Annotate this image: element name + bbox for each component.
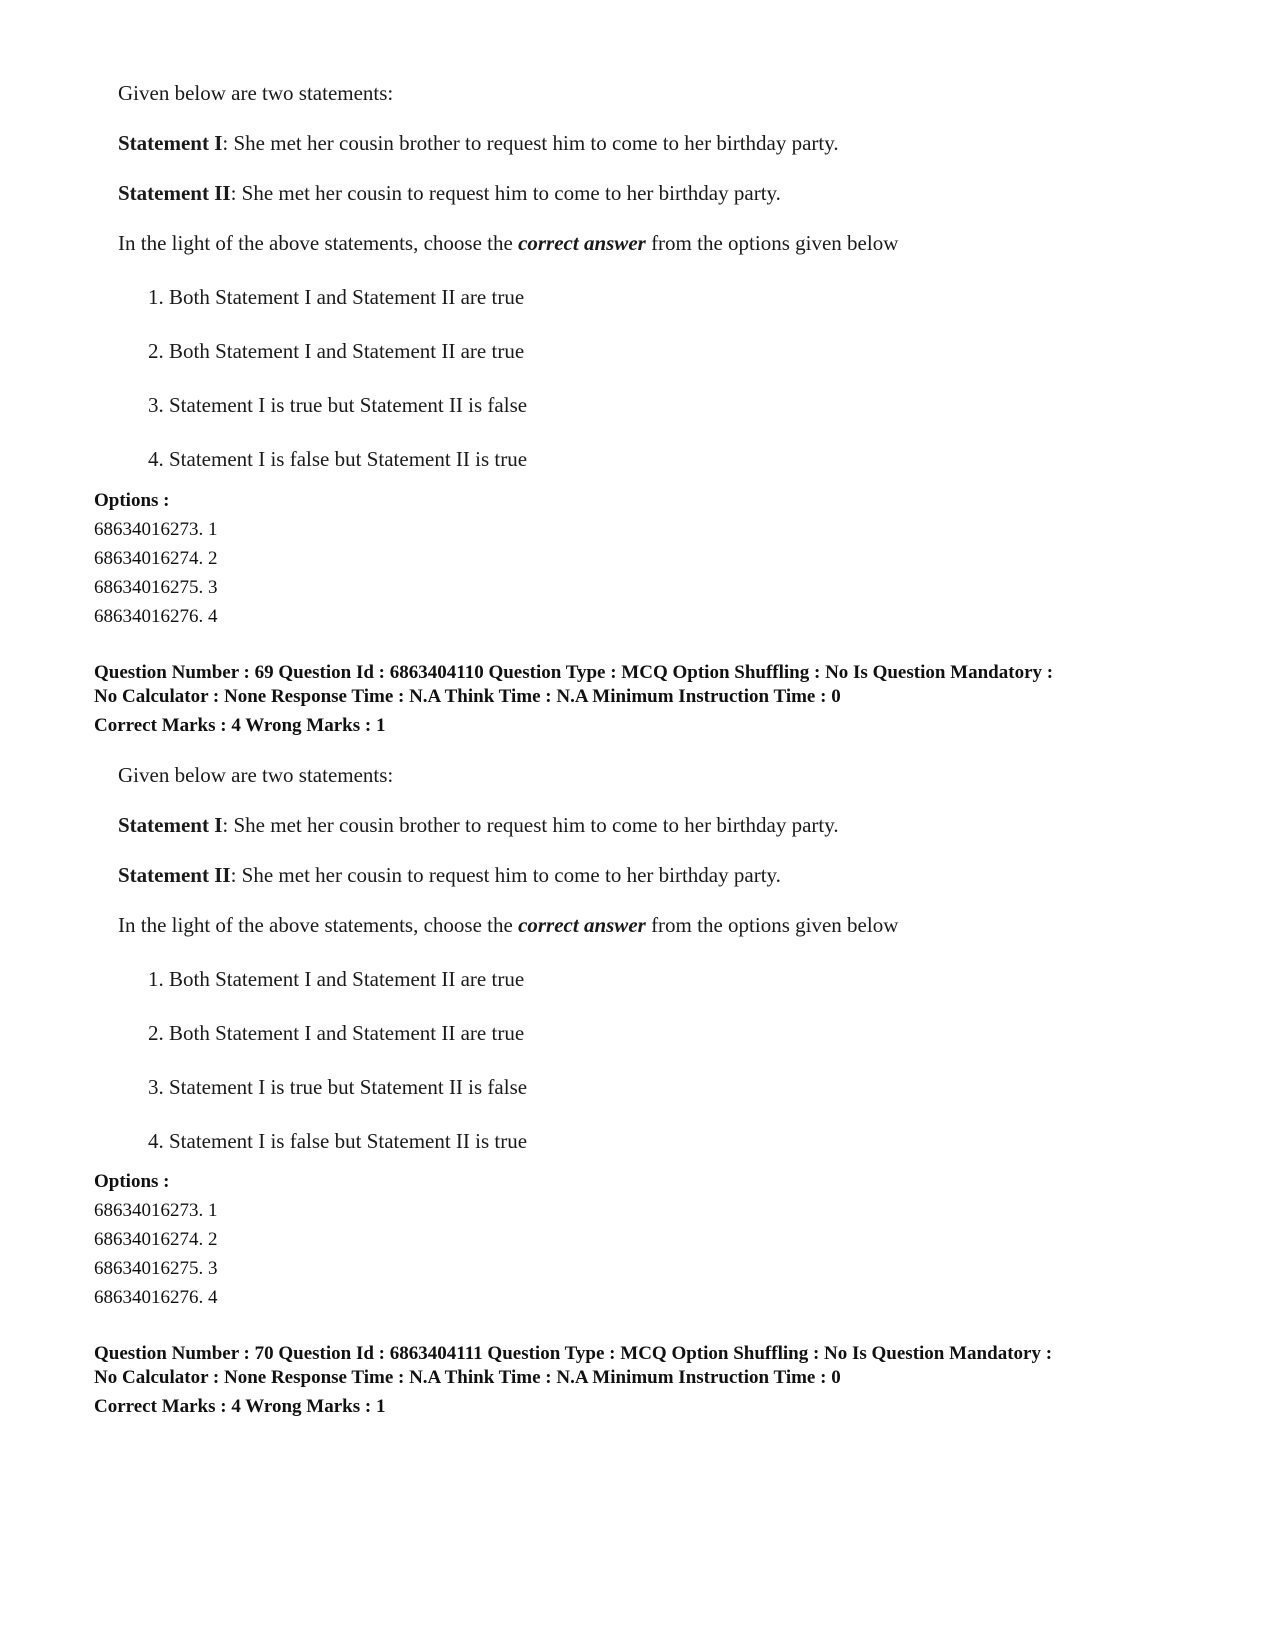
- choice-item: 3. Statement I is true but Statement II is false: [148, 1075, 528, 1099]
- statement-one-text: : She met her cousin brother to request him to come to her birthday party.: [222, 131, 839, 155]
- question-intro: Given below are two statements:: [118, 81, 394, 105]
- choice-item: 1. Both Statement I and Statement II are true: [148, 967, 525, 991]
- choice-item: 4. Statement I is false but Statement II is true: [148, 447, 528, 471]
- statement-one: [118, 812, 1118, 838]
- statement-two-text: : She met her cousin to request him to come to her birthday party.: [230, 863, 781, 887]
- statement-two-text: : She met her cousin to request him to come to her birthday party.: [230, 181, 781, 205]
- options-block-69: [94, 1167, 694, 1312]
- option-item: 68634016273. 1: [94, 519, 218, 540]
- ask-after: from the options given below: [645, 913, 899, 937]
- statement-one: [118, 130, 1118, 156]
- question-ask: [118, 230, 1118, 256]
- choice-item: 3. Statement I is true but Statement II is false: [148, 393, 528, 417]
- ask-emphasis: correct answer: [518, 231, 646, 255]
- statement-one-label: Statement I: [118, 131, 223, 155]
- ask-before: In the light of the above statements, choose the: [118, 231, 519, 255]
- options-title: Options :: [94, 1171, 170, 1192]
- question-meta-line: No Calculator : None Response Time : N.A Think Time : N.A Minimum Instruction Time : 0: [94, 1367, 841, 1388]
- option-item: 68634016275. 3: [94, 1258, 218, 1279]
- statement-one-label: Statement I: [118, 813, 223, 837]
- option-item: 68634016276. 4: [94, 606, 218, 627]
- choice-item: 4. Statement I is false but Statement II is true: [148, 1129, 528, 1153]
- option-item: 68634016274. 2: [94, 548, 218, 569]
- options-title: Options :: [94, 490, 170, 511]
- ask-before: In the light of the above statements, choose the: [118, 913, 519, 937]
- ask-emphasis: correct answer: [518, 913, 646, 937]
- choice-item: 1. Both Statement I and Statement II are true: [148, 285, 525, 309]
- question-intro: Given below are two statements:: [118, 763, 394, 787]
- question-meta-line: Question Number : 69 Question Id : 6863404110 Question Type : MCQ Option Shuffling : No Is Question Mandatory :: [94, 662, 1054, 683]
- option-item: 68634016276. 4: [94, 1287, 218, 1308]
- question-meta-line: Question Number : 70 Question Id : 6863404111 Question Type : MCQ Option Shuffling : No Is Question Mandatory :: [94, 1343, 1053, 1364]
- choice-item: 2. Both Statement I and Statement II are true: [148, 339, 525, 363]
- ask-after: from the options given below: [645, 231, 899, 255]
- statement-two: [118, 862, 1118, 888]
- option-item: 68634016274. 2: [94, 1229, 218, 1250]
- question-meta-line: No Calculator : None Response Time : N.A Think Time : N.A Minimum Instruction Time : 0: [94, 686, 841, 707]
- statement-one-text: : She met her cousin brother to request him to come to her birthday party.: [222, 813, 839, 837]
- question-marks: Correct Marks : 4 Wrong Marks : 1: [94, 1396, 386, 1417]
- statement-two-label: Statement II: [118, 181, 231, 205]
- statement-two-label: Statement II: [118, 863, 231, 887]
- options-block-68: [94, 486, 694, 631]
- statement-two: [118, 180, 1118, 206]
- choice-list: [118, 284, 1118, 472]
- question-68-content: [118, 80, 1118, 472]
- option-item: 68634016273. 1: [94, 1200, 218, 1221]
- question-70-meta: [94, 1342, 1214, 1419]
- question-marks: Correct Marks : 4 Wrong Marks : 1: [94, 715, 386, 736]
- question-ask: [118, 912, 1118, 938]
- question-69-meta: [94, 661, 1214, 738]
- question-69-content: [118, 762, 1118, 1154]
- choice-list: [118, 966, 1118, 1154]
- option-item: 68634016275. 3: [94, 577, 218, 598]
- choice-item: 2. Both Statement I and Statement II are true: [148, 1021, 525, 1045]
